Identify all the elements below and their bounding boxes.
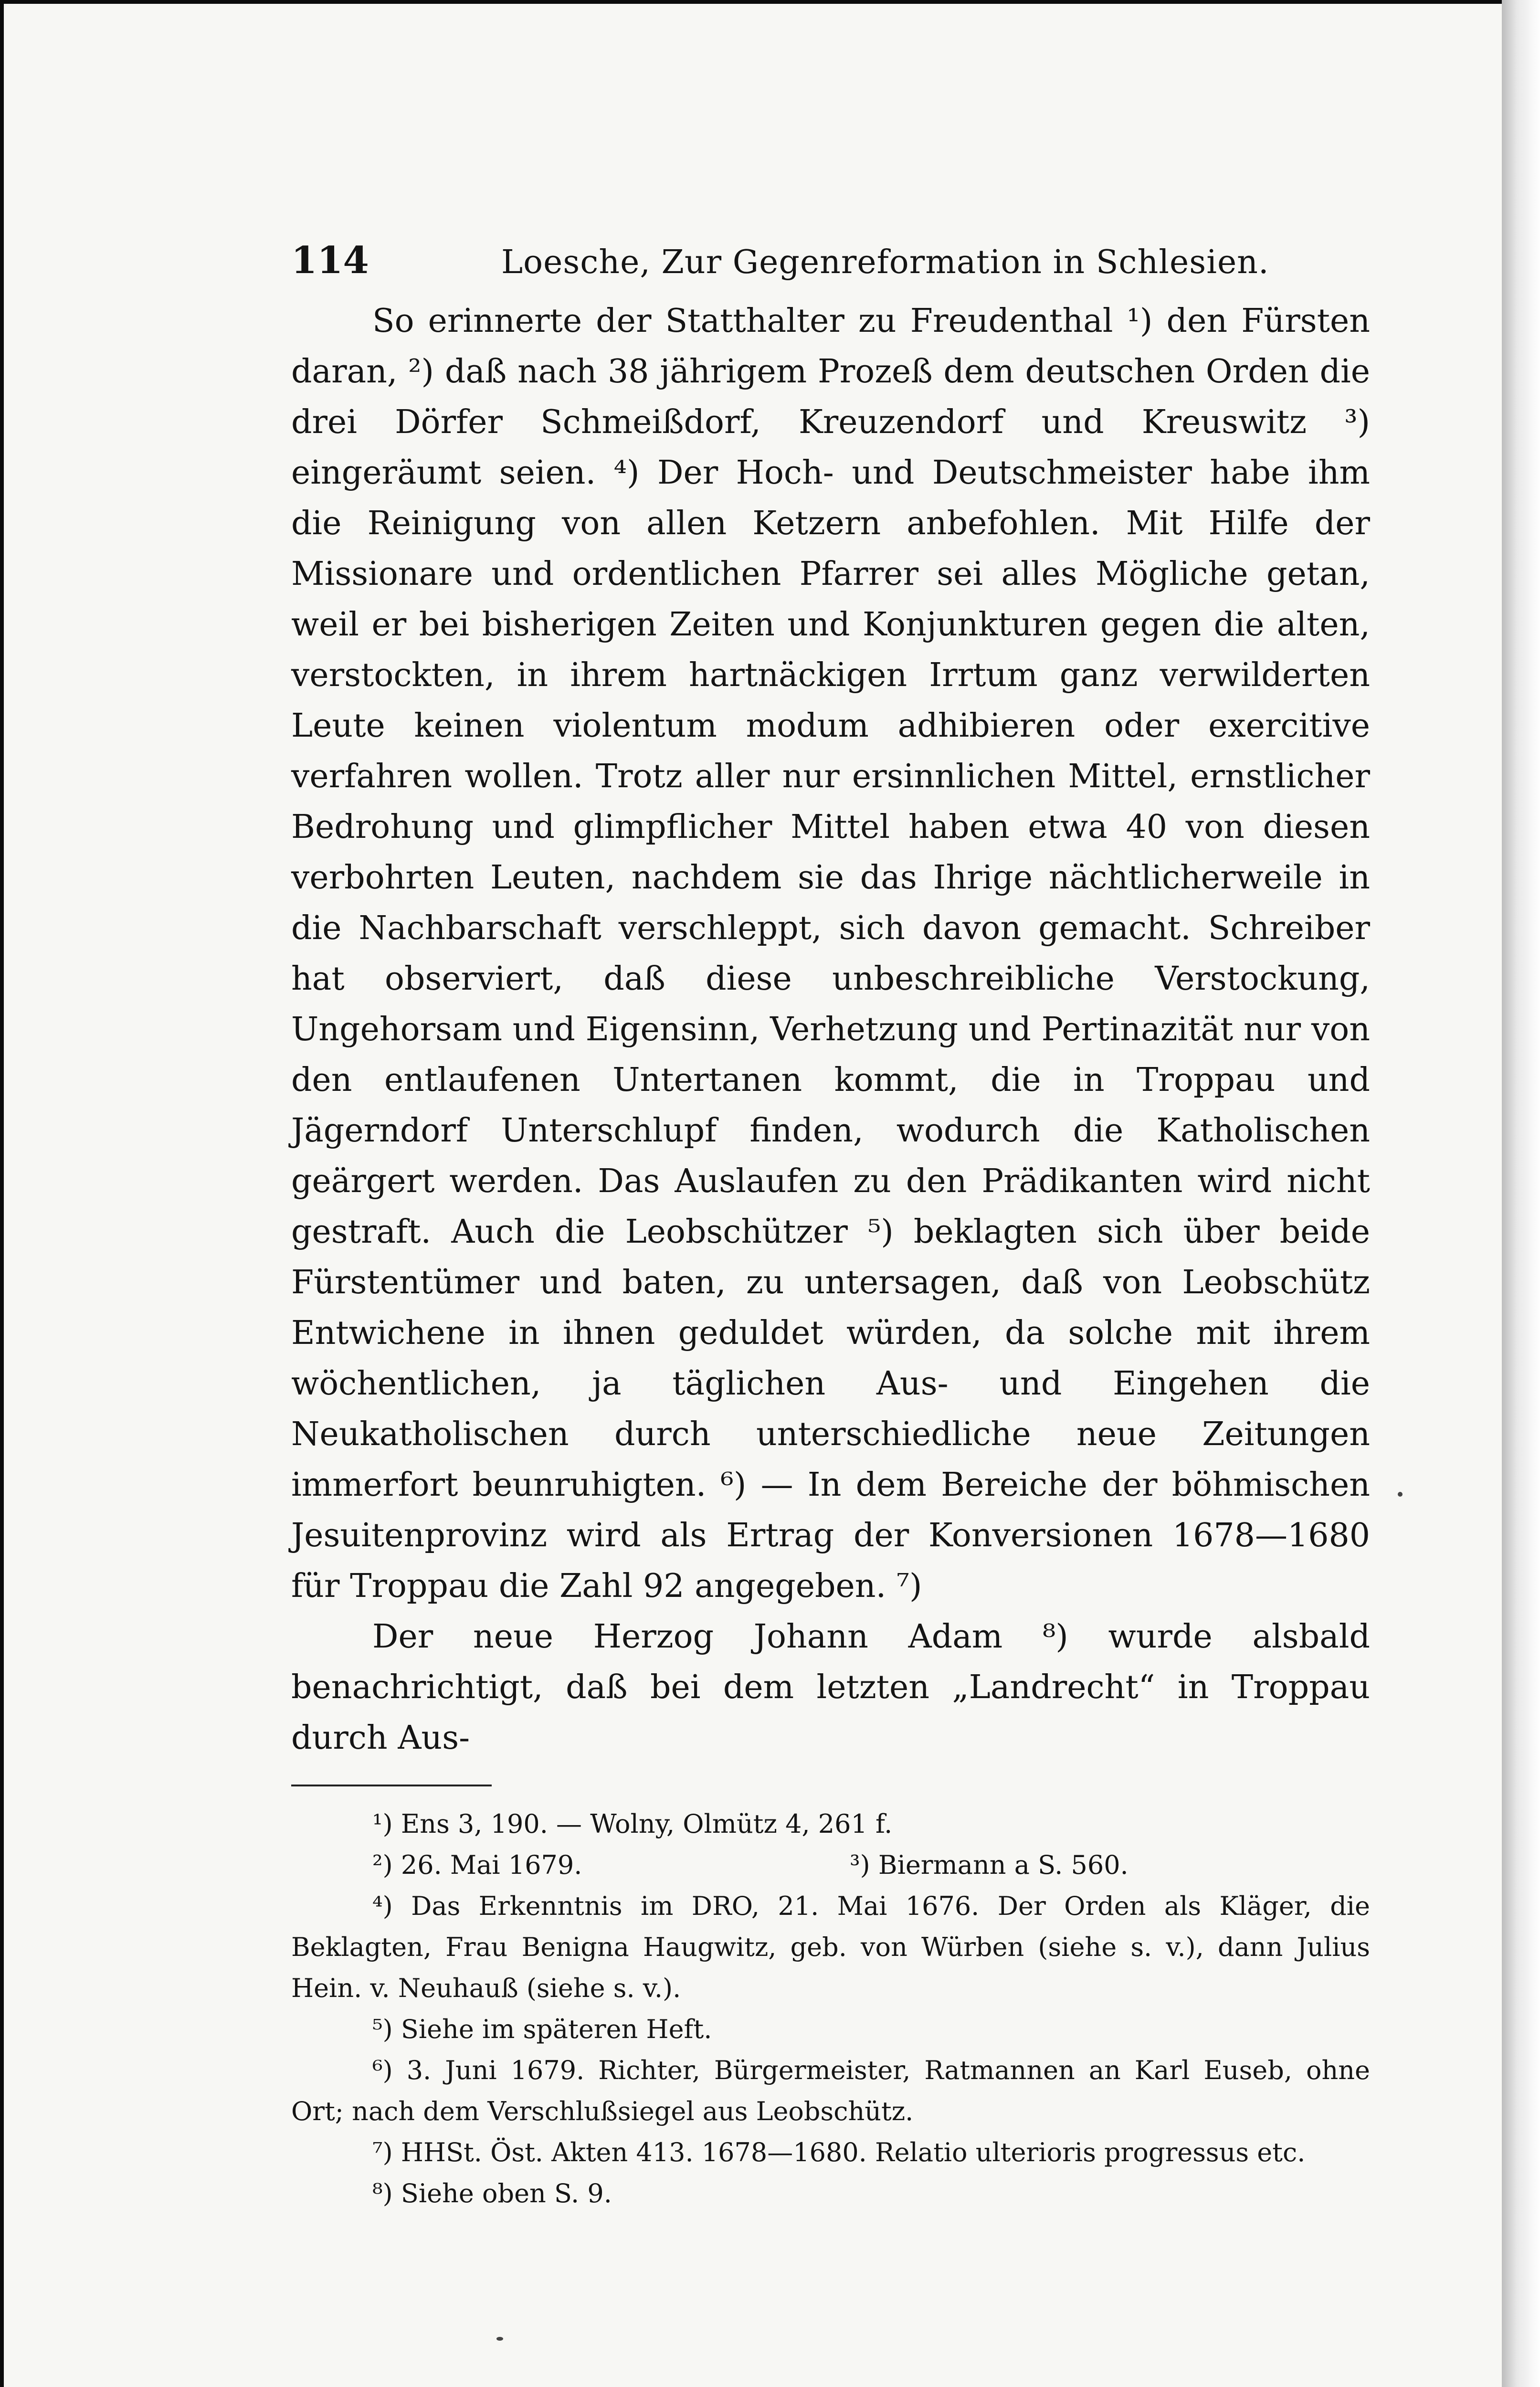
footnote-8: ⁸) Siehe oben S. 9. xyxy=(372,2178,612,2208)
footnote-4: ⁴) Das Erkenntnis im DRO, 21. Mai 1676. Der Orden als Kläger, die Beklagten, Frau Benigna Haugwitz, geb. von Würben (siehe s. v.), dann Julius Hein. v. Neuhauß (siehe s. v.). xyxy=(291,1891,1370,2003)
running-head xyxy=(291,239,1370,296)
page-text-block xyxy=(291,239,1370,2214)
footnote-6: ⁶) 3. Juni 1679. Richter, Bürgermeister, Ratmannen an Karl Euseb, ohne Ort; nach dem Verschlußsiegel aus Leobschütz. xyxy=(291,2055,1370,2126)
print-speck xyxy=(496,2337,503,2341)
running-title: Loesche, Zur Gegenreformation in Schlesien. xyxy=(501,243,1269,281)
footnote-separator xyxy=(291,1785,492,1786)
body-text xyxy=(291,296,1370,1764)
footnote-row-2-3 xyxy=(291,1845,1370,1886)
page-number: 114 xyxy=(291,239,369,282)
footnote-2: ²) 26. Mai 1679. xyxy=(372,1850,582,1880)
page-edge-shadow xyxy=(1502,0,1540,2387)
print-speck xyxy=(1398,1492,1403,1497)
footnote-1: ¹) Ens 3, 190. — Wolny, Olmütz 4, 261 f. xyxy=(372,1809,893,1839)
paragraph-2: Der neue Herzog Johann Adam ⁸) wurde alsbald benachrichtigt, daß bei dem letzten „Landrecht“ in Troppau durch Aus- xyxy=(291,1618,1370,1757)
footnote-7: ⁷) HHSt. Öst. Akten 413. 1678—1680. Relatio ulterioris progressus etc. xyxy=(372,2137,1306,2167)
footnote-5: ⁵) Siehe im späteren Heft. xyxy=(372,2014,712,2044)
footnotes xyxy=(291,1804,1370,2214)
footnote-3: ³) Biermann a S. 560. xyxy=(850,1850,1129,1880)
paragraph-1: So erinnerte der Statthalter zu Freudenthal ¹) den Fürsten daran, ²) daß nach 38 jährigem Prozeß dem deutschen Orden die drei Dörfer Schmeißdorf, Kreuzendorf und Kreuswitz ³) eingeräumt seien. ⁴) Der Hoch- und Deutschmeister habe ihm die Reinigung von allen Ketzern anbefohlen. Mit Hilfe der Missionare und ordentlichen Pfarrer sei alles Mögliche getan, weil er bei bisherigen Zeiten und Konjunkturen gegen die alten, verstockten, in ihrem hartnäckigen Irrtum ganz verwilderten Leute keinen violentum modum adhibieren oder exercitive verfahren wollen. Trotz aller nur ersinnlichen Mittel, ernstlicher Bedrohung und glimpflicher Mittel haben etwa 40 von diesen verbohrten Leuten, nachdem sie das Ihrige nächtlicherweile in die Nachbarschaft verschleppt, sich davon gemacht. Schreiber hat observiert, daß diese unbeschreibliche Verstockung, Ungehorsam und Eigensinn, Verhetzung und Pertinazität nur von den entlaufenen Untertanen kommt, die in Troppau und Jägerndorf Unterschlupf finden, wodurch die Katholischen geärgert werden. Das Auslaufen zu den Prädikanten wird nicht gestraft. Auch die Leobschützer ⁵) beklagten sich über beide Fürstentümer und baten, zu untersagen, daß von Leobschütz Entwichene in ihnen geduldet würden, da solche mit ihrem wöchentlichen, ja täglichen Aus- und Eingehen die Neukatholischen durch unterschiedliche neue Zeitungen immerfort beunruhigten. ⁶) — In dem Bereiche der böhmischen Jesuitenprovinz wird als Ertrag der Konversionen 1678—1680 für Troppau die Zahl 92 angegeben. ⁷) xyxy=(291,302,1370,1605)
